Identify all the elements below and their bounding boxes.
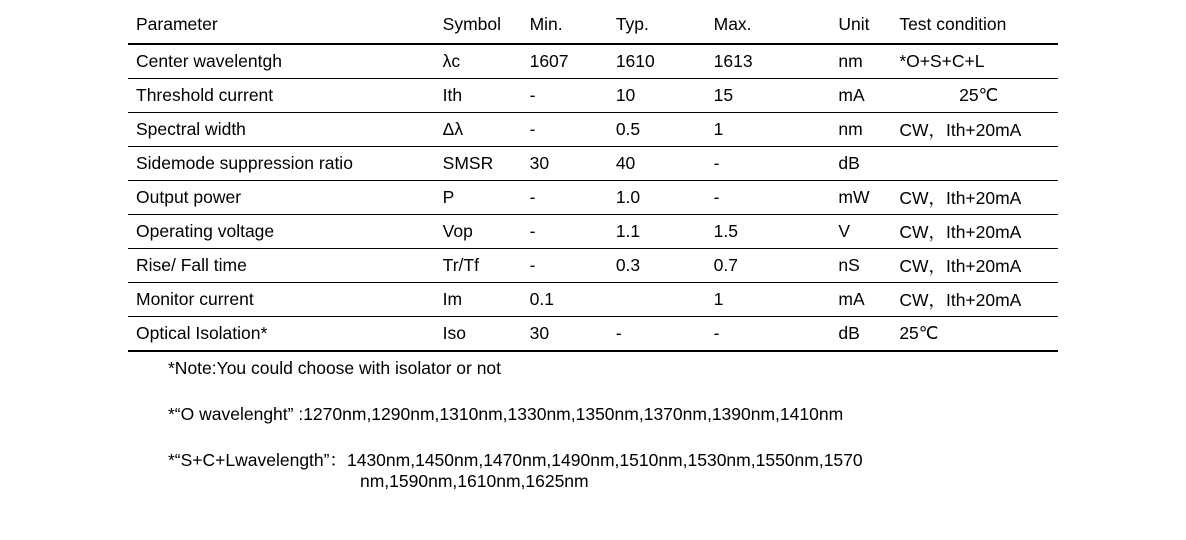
cell-symbol: Vop (443, 215, 530, 249)
table-row (128, 181, 1058, 215)
cell-condition: CW，Ith+20mA (899, 113, 1058, 147)
cell-symbol: λc (443, 44, 530, 79)
cell-max: 0.7 (714, 249, 839, 283)
cell-condition: CW，Ith+20mA (899, 181, 1058, 215)
specification-table (128, 8, 1058, 352)
cell-typ: 1610 (616, 44, 714, 79)
cell-symbol: P (443, 181, 530, 215)
cell-unit: dB (838, 317, 899, 352)
cell-min: - (530, 249, 616, 283)
cell-condition: CW，Ith+20mA (899, 249, 1058, 283)
table-row (128, 283, 1058, 317)
note-isolator: *Note:You could choose with isolator or not (168, 358, 502, 378)
cell-min: - (530, 113, 616, 147)
cell-parameter: Rise/ Fall time (128, 249, 443, 283)
header-unit: Unit (838, 8, 899, 44)
cell-typ: 0.5 (616, 113, 714, 147)
cell-condition: *O+S+C+L (899, 44, 1058, 79)
cell-symbol: Tr/Tf (443, 249, 530, 283)
table-row (128, 79, 1058, 113)
cell-max: 1 (714, 113, 839, 147)
cell-symbol: Ith (443, 79, 530, 113)
cell-min: 30 (530, 317, 616, 352)
cell-symbol: Iso (443, 317, 530, 352)
cell-unit: nm (838, 113, 899, 147)
table-row (128, 249, 1058, 283)
cell-condition: CW，Ith+20mA (899, 215, 1058, 249)
cell-max: - (714, 317, 839, 352)
table-header-row (128, 8, 1058, 44)
cell-typ: 1.1 (616, 215, 714, 249)
cell-max: 1.5 (714, 215, 839, 249)
cell-parameter: Spectral width (128, 113, 443, 147)
cell-typ: 1.0 (616, 181, 714, 215)
notes-section (168, 358, 1168, 517)
cell-unit: dB (838, 147, 899, 181)
header-min: Min. (530, 8, 616, 44)
cell-condition: 25℃ (899, 317, 1058, 352)
cell-condition: CW，Ith+20mA (899, 283, 1058, 317)
cell-typ (616, 283, 714, 317)
cell-parameter: Center wavelentgh (128, 44, 443, 79)
cell-max: 15 (714, 79, 839, 113)
cell-min: 0.1 (530, 283, 616, 317)
note-scl-wavelength-line2: nm,1590nm,1610nm,1625nm (360, 471, 589, 491)
cell-min: 30 (530, 147, 616, 181)
cell-min: - (530, 215, 616, 249)
table-row (128, 317, 1058, 352)
cell-condition (899, 147, 1058, 181)
cell-unit: V (838, 215, 899, 249)
cell-condition: 25℃ (899, 79, 1058, 113)
cell-unit: mA (838, 79, 899, 113)
header-max: Max. (714, 8, 839, 44)
cell-parameter: Sidemode suppression ratio (128, 147, 443, 181)
cell-parameter: Operating voltage (128, 215, 443, 249)
cell-typ: 10 (616, 79, 714, 113)
cell-parameter: Optical Isolation* (128, 317, 443, 352)
cell-max: - (714, 147, 839, 181)
cell-symbol: Δλ (443, 113, 530, 147)
cell-parameter: Monitor current (128, 283, 443, 317)
cell-min: - (530, 181, 616, 215)
cell-max: 1 (714, 283, 839, 317)
cell-max: 1613 (714, 44, 839, 79)
cell-min: 1607 (530, 44, 616, 79)
cell-unit: mW (838, 181, 899, 215)
header-symbol: Symbol (443, 8, 530, 44)
cell-unit: nS (838, 249, 899, 283)
header-parameter: Parameter (128, 8, 443, 44)
table-row (128, 113, 1058, 147)
note-scl-wavelength (168, 450, 1168, 492)
cell-typ: - (616, 317, 714, 352)
cell-symbol: Im (443, 283, 530, 317)
table-row (128, 215, 1058, 249)
cell-typ: 40 (616, 147, 714, 181)
cell-parameter: Threshold current (128, 79, 443, 113)
note-o-wavelength: *“O wavelenght” :1270nm,1290nm,1310nm,1330nm,1350nm,1370nm,1390nm,1410nm (168, 404, 844, 424)
cell-typ: 0.3 (616, 249, 714, 283)
cell-unit: nm (838, 44, 899, 79)
note-scl-wavelength-line1: *“S+C+Lwavelength”：1430nm,1450nm,1470nm,1490nm,1510nm,1530nm,1550nm,1570 (168, 450, 863, 470)
cell-min: - (530, 79, 616, 113)
header-test-condition: Test condition (899, 8, 1058, 44)
table-body (128, 8, 1058, 351)
cell-max: - (714, 181, 839, 215)
cell-unit: mA (838, 283, 899, 317)
header-typ: Typ. (616, 8, 714, 44)
table-row (128, 147, 1058, 181)
cell-symbol: SMSR (443, 147, 530, 181)
cell-parameter: Output power (128, 181, 443, 215)
table-row (128, 44, 1058, 79)
